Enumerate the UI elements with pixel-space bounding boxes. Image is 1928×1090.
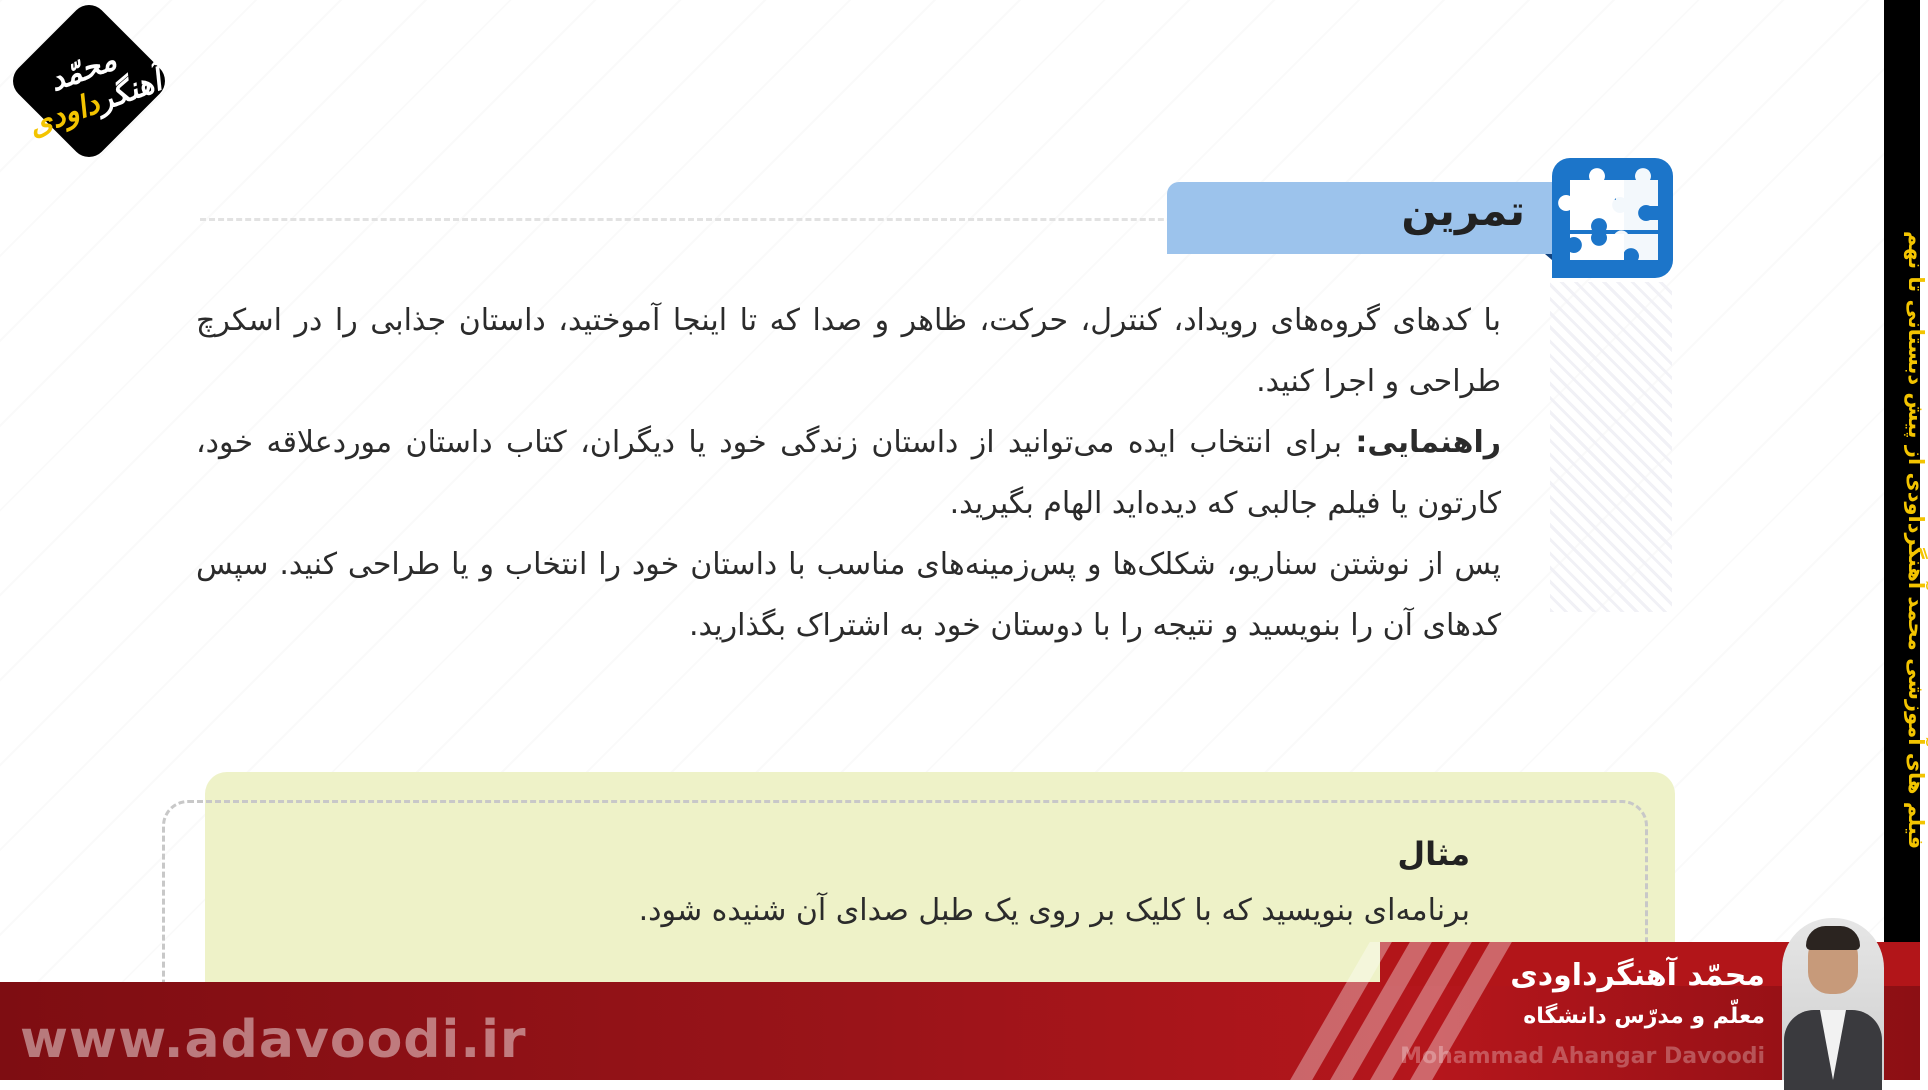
hint-text: برای انتخاب ایده می‌توانید از داستان زندگی خود یا دیگران، کتاب داستان موردعلاقه خود، کارتون یا فیلم جالبی که دیده‌اید الهام بگیرید. <box>196 425 1501 521</box>
exercise-body <box>196 290 1501 656</box>
exercise-paragraph-3: پس از نوشتن سناریو، شکلک‌ها و پس‌زمینه‌های مناسب با داستان خود را انتخاب و یا طراحی کنید. سپس کدهای آن را بنویسید و نتیجه را با دوستان خود به اشتراک بگذارید. <box>196 547 1501 643</box>
section-title: تمرین <box>1401 186 1525 235</box>
example-text: برنامه‌ای بنویسید که با کلیک بر روی یک طبل صدای آن شنیده شود. <box>638 893 1470 928</box>
puzzle-icon <box>1552 158 1673 278</box>
presenter-role: معلّم و مدرّس دانشگاه <box>1523 1004 1765 1029</box>
presenter-name-en: Mohammad Ahangar Davoodi <box>1400 1044 1765 1069</box>
exercise-hint <box>196 412 1501 534</box>
hint-label: راهنمایی: <box>1355 425 1501 460</box>
decorative-pattern <box>1550 282 1672 612</box>
exercise-paragraph-1: با کدهای گروه‌های رویداد، کنترل، حرکت، ظاهر و صدا که تا اینجا آموختید، داستان جذابی را در اسکرچ طراحی و اجرا کنید. <box>196 303 1501 399</box>
title-dashed-divider <box>200 218 1200 221</box>
side-banner-label: فیلم های آموزشی محمد آهنگرداودی از پیش دبستانی تا نهم <box>1904 230 1928 850</box>
presenter-avatar <box>1782 918 1884 1080</box>
logo-text-family: داودی <box>23 85 105 144</box>
presenter-name: محمّد آهنگرداودی <box>1510 958 1765 993</box>
website-url: www.adavoodi.ir <box>20 1010 527 1070</box>
avatar-hair <box>1806 926 1860 950</box>
logo-text-name: محمّد آهنگر <box>44 42 167 119</box>
example-title: مثال <box>1397 835 1470 873</box>
